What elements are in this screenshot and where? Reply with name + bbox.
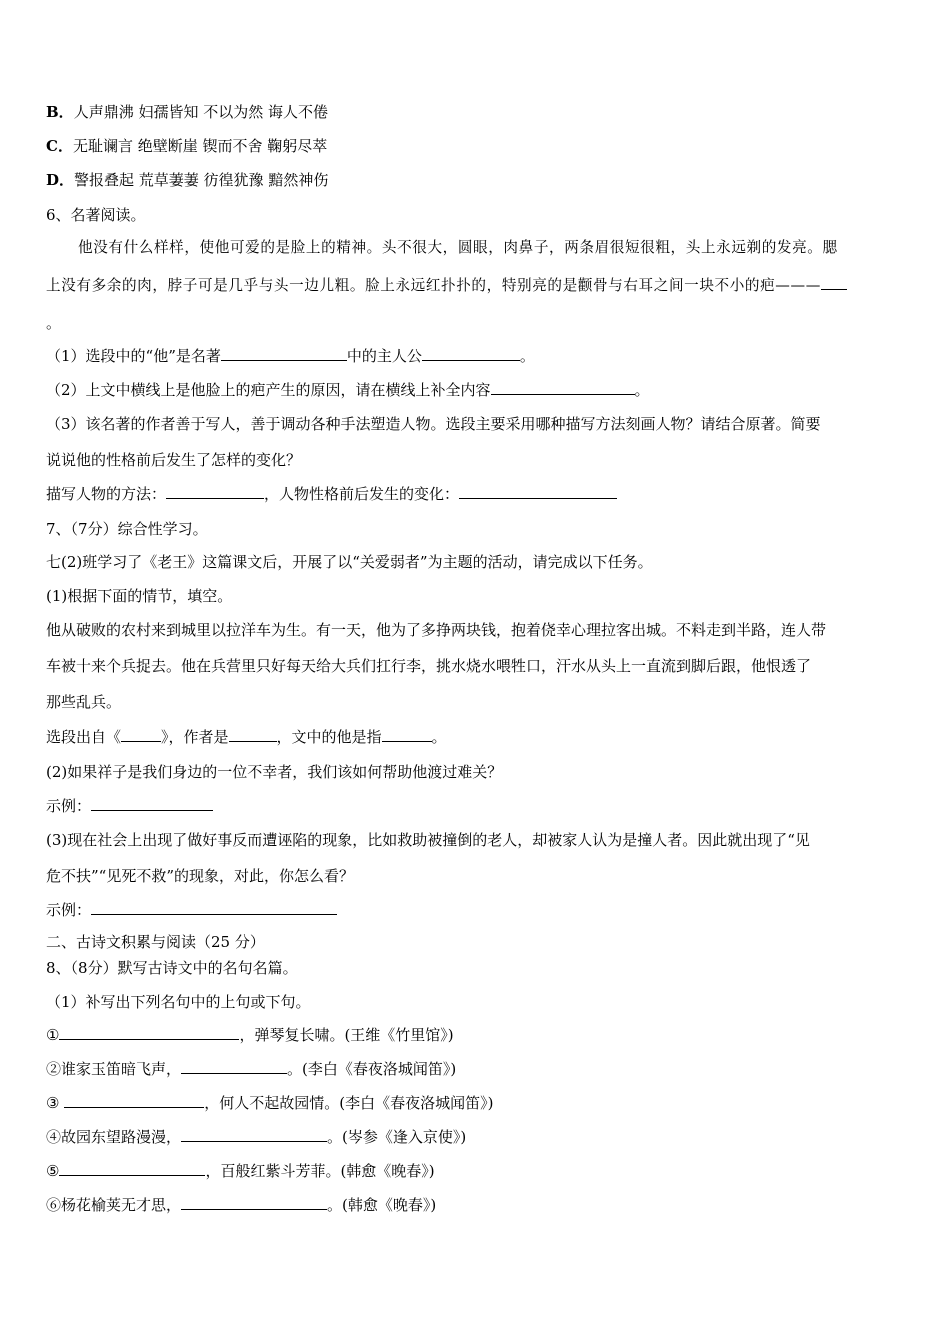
example-label: 示例： bbox=[46, 797, 92, 815]
section-heading: 二、古诗文积累与阅读（25 分） bbox=[46, 933, 265, 951]
answer-blank[interactable] bbox=[64, 1093, 204, 1108]
sub-text: 。 bbox=[634, 381, 650, 399]
sub-text: 》，作者是 bbox=[161, 728, 229, 746]
sub-text: 。 bbox=[519, 347, 535, 365]
q7-sub1: (1)根据下面的情节，填空。 bbox=[46, 587, 233, 605]
q8-heading: 8、（8分）默写古诗文中的名句名篇。 bbox=[46, 959, 298, 977]
item-text: 故园东望路漫漫， bbox=[61, 1128, 182, 1146]
item-text: 。(韩愈《晚春》) bbox=[327, 1196, 437, 1214]
q8-sub1: （1）补写出下列名句中的上句或下句。 bbox=[46, 993, 311, 1011]
q8-item bbox=[46, 1161, 906, 1181]
answer-blank[interactable] bbox=[229, 727, 277, 742]
q8-item bbox=[46, 1059, 906, 1079]
q6-sub2 bbox=[46, 380, 906, 400]
item-number: ⑤ bbox=[46, 1162, 60, 1180]
q6-sub3-line: 说说他的性格前后发生了怎样的变化？ bbox=[46, 451, 302, 469]
q8-item bbox=[46, 1093, 906, 1113]
answer-blank[interactable] bbox=[821, 275, 847, 290]
sub-text: ，人物性格前后发生的变化： bbox=[264, 485, 460, 503]
q6-passage-line: 他没有什么样样，使他可爱的是脸上的精神。头不很大，圆眼，肉鼻子，两条眉很短很粗，头上永远剃的发亮。腮 bbox=[78, 239, 838, 256]
item-number: ⑥ bbox=[46, 1196, 62, 1214]
answer-blank[interactable] bbox=[121, 727, 161, 742]
sub-text: （2）上文中横线上是他脸上的疤产生的原因，请在横线上补全内容 bbox=[46, 381, 491, 399]
q6-sub1 bbox=[46, 346, 906, 366]
q8-item bbox=[46, 1025, 906, 1045]
answer-blank[interactable] bbox=[382, 727, 432, 742]
sub-text: 选段出自《 bbox=[46, 728, 122, 746]
q6-heading: 6、名著阅读。 bbox=[46, 206, 146, 224]
item-text: 。(岑参《逢入京使》) bbox=[327, 1128, 467, 1146]
q6-passage-line bbox=[46, 275, 906, 296]
answer-blank[interactable] bbox=[166, 484, 264, 499]
q6-passage-end: 。 bbox=[46, 314, 62, 332]
q7-story-line: 那些乱兵。 bbox=[46, 693, 122, 711]
answer-blank[interactable] bbox=[422, 346, 520, 361]
sub-text: ，文中的他是指 bbox=[276, 728, 382, 746]
q8-item bbox=[46, 1195, 906, 1215]
answer-blank[interactable] bbox=[181, 1195, 327, 1210]
item-text: 谁家玉笛暗飞声， bbox=[61, 1060, 182, 1078]
option-b bbox=[46, 102, 906, 122]
q7-example bbox=[46, 900, 906, 920]
answer-blank[interactable] bbox=[91, 900, 337, 915]
item-text: ，百般红紫斗芳菲。(韩愈《晚春》) bbox=[205, 1162, 435, 1180]
q8-item bbox=[46, 1127, 906, 1147]
q7-intro: 七(2)班学习了《老王》这篇课文后，开展了以“关爱弱者”为主题的活动，请完成以下任务。 bbox=[46, 553, 653, 571]
sub-text: 描写人物的方法： bbox=[46, 485, 167, 503]
answer-blank[interactable] bbox=[459, 484, 617, 499]
q6-sub3-line: （3）该名著的作者善于写人，善于调动各种手法塑造人物。选段主要采用哪种描写方法刻画人物？请结合原著。简要 bbox=[46, 415, 821, 433]
answer-blank[interactable] bbox=[491, 380, 635, 395]
item-text: ，何人不起故园情。(李白《春夜洛城闻笛》) bbox=[204, 1094, 494, 1112]
passage-text: 上没有多余的肉，脖子可是几乎与头一边儿粗。脸上永远红扑扑的，特别亮的是颧骨与右耳之间一块不小的疤——— bbox=[46, 277, 821, 294]
q7-heading: 7、（7分）综合性学习。 bbox=[46, 520, 208, 538]
q7-sub3-line: (3)现在社会上出现了做好事反而遭诬陷的现象，比如救助被撞倒的老人，却被家人认为是撞人者。因此就出现了“见 bbox=[46, 831, 810, 849]
answer-blank[interactable] bbox=[91, 796, 213, 811]
sub-text: （1）选段中的“他”是名著 bbox=[46, 347, 221, 365]
item-text: 。(李白《春夜洛城闻笛》) bbox=[287, 1060, 457, 1078]
option-c bbox=[46, 136, 906, 156]
answer-blank[interactable] bbox=[59, 1161, 205, 1176]
item-number: ④ bbox=[46, 1128, 62, 1146]
option-letter: D． bbox=[46, 171, 75, 189]
answer-blank[interactable] bbox=[59, 1025, 239, 1040]
option-d bbox=[46, 170, 906, 190]
q7-fill-line bbox=[46, 727, 906, 747]
option-letter: C． bbox=[46, 137, 73, 155]
item-number: ② bbox=[46, 1060, 62, 1078]
option-text: 警报叠起 荒草萋萋 彷徨犹豫 黯然神伤 bbox=[74, 171, 329, 189]
answer-blank[interactable] bbox=[221, 346, 347, 361]
sub-text: 。 bbox=[431, 728, 447, 746]
q7-story-line: 车被十来个兵捉去。他在兵营里只好每天给大兵们扛行李，挑水烧水喂牲口，汗水从头上一直流到脚后跟，他恨透了 bbox=[46, 657, 812, 675]
q6-answer-line bbox=[46, 484, 906, 504]
option-letter: B． bbox=[46, 103, 74, 121]
answer-blank[interactable] bbox=[181, 1059, 287, 1074]
answer-blank[interactable] bbox=[181, 1127, 327, 1142]
q7-story-line: 他从破败的农村来到城里以拉洋车为生。有一天，他为了多挣两块钱，抱着侥幸心理拉客出城。不料走到半路，连人带 bbox=[46, 621, 827, 639]
example-label: 示例： bbox=[46, 901, 92, 919]
item-number: ① bbox=[46, 1026, 60, 1044]
q7-example bbox=[46, 796, 906, 816]
item-text: 杨花榆荚无才思， bbox=[61, 1196, 182, 1214]
sub-text: 中的主人公 bbox=[346, 347, 422, 365]
item-text: ，弹琴复长啸。(王维《竹里馆》) bbox=[239, 1026, 454, 1044]
item-number: ③ bbox=[46, 1094, 60, 1112]
q7-sub2: (2)如果祥子是我们身边的一位不幸者，我们该如何帮助他渡过难关？ bbox=[46, 763, 503, 781]
option-text: 人声鼎沸 妇孺皆知 不以为然 诲人不倦 bbox=[73, 103, 328, 121]
option-text: 无耻谰言 绝壁断崖 锲而不舍 鞠躬尽萃 bbox=[72, 137, 328, 155]
q7-sub3-line: 危不扶”“见死不救”的现象，对此，你怎么看？ bbox=[46, 867, 355, 885]
